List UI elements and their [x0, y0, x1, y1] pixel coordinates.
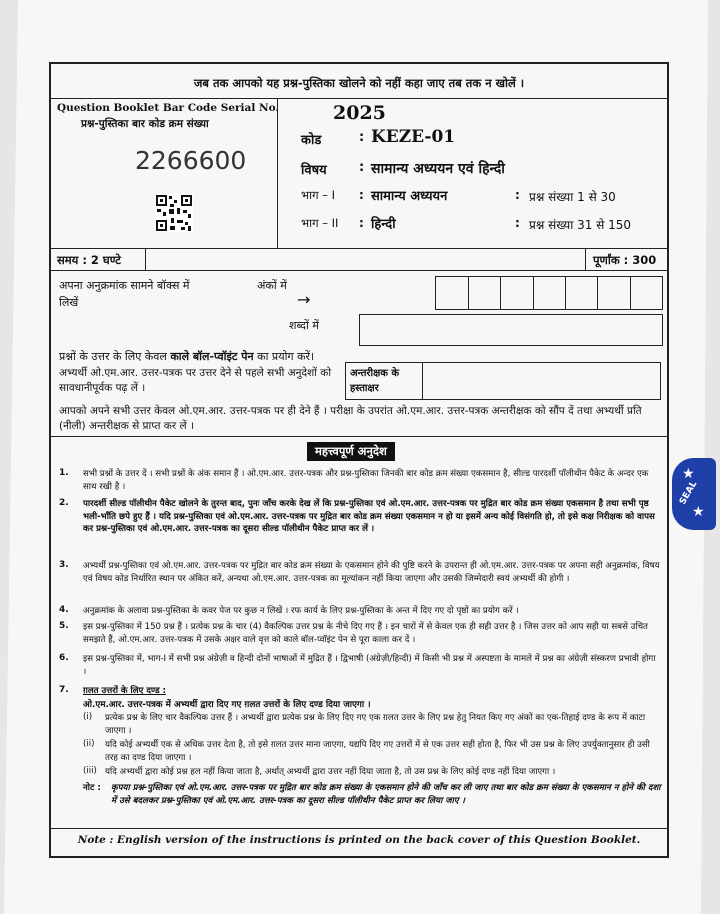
- divider: [51, 270, 667, 271]
- colon: :: [359, 188, 364, 202]
- colon: :: [359, 130, 365, 145]
- penalty-item: (ii) यदि कोई अभ्यर्थी एक से अधिक उत्तर देता है, तो इसे ग़लत उत्तर माना जाएगा, यद्यपि दिए गए उत्तरों में से एक उत्तर सही होता है, फिर भी उस प्रश्न के लिए उपर्युक्तानुसार ही उसी तरह का दण्ड दिया जाएगा ।: [83, 739, 650, 763]
- pen-note: प्रश्नों के उत्तर के लिए केवल काले बॉल-प्वॉइंट पेन का प्रयोग करें।: [59, 350, 315, 363]
- invigilator-label: अन्तरीक्षक के हस्ताक्षर: [350, 368, 400, 394]
- part2-value: हिन्दी: [371, 217, 396, 232]
- signature-divider: [422, 363, 423, 399]
- digit-box-divider: [500, 277, 501, 309]
- star-icon: ★: [682, 466, 695, 482]
- footer-note: Note : English version of the instructions is printed on the back cover of this Question Booklet.: [77, 834, 641, 846]
- note-text: कृपया प्रश्न-पुस्तिका एवं ओ.एम.आर. उत्तर-पत्रक पर मुद्रित बार कोड क्रम संख्या के एकसमान होने की जाँच कर ली जाए तथा बार कोड क्रम संख्या के एकसमान न होने की दशा में उसे बदलकर प्रश्न-पुस्तिका एवं ओ.एम.आर. उत्तर-पत्रक का दूसरा सील्ड पॉलीथीन पैकेट प्राप्त कर लिया जाए ।: [111, 783, 661, 806]
- instructions-heading: महत्त्वपूर्ण अनुदेश: [307, 442, 395, 461]
- instruction-item: 5. इस प्रश्न-पुस्तिका में 150 प्रश्न हैं । प्रत्येक प्रश्न के चार (4) वैकल्पिक उत्तर प्रश्न के नीचे दिए गए हैं । इन चारों में से केवल एक ही सही उत्तर है । जिस उत्तर को आप सही या सबसे उचित समझते हैं, ओ.एम.आर. उत्तर-पत्रक में उसके अक्षर वाले वृत्त को काले बॉल-प्वॉइंट पेन से पूरा काला कर दें ।: [59, 621, 648, 645]
- divider: [277, 98, 278, 248]
- instruction-item: 3. अभ्यर्थी प्रश्न-पुस्तिका एवं ओ.एम.आर. उत्तर-पत्रक पर मुद्रित बार कोड क्रम संख्या के एकसमान होने की पुष्टि करने के उपरान्त ही ओ.एम.आर. उत्तर-पत्रक पर अपना सही अनुक्रमांक, विषय एवं विषय कोड निर्धारित स्थान पर अंकित करें, अन्यथा ओ.एम.आर. उत्तर-पत्रक का मूल्यांकन नहीं किया जाएगा और उसकी जिम्मेदारी स्वयं अभ्यर्थी की होगी ।: [59, 560, 660, 584]
- in-digits-label: अंकों में: [257, 279, 287, 292]
- digit-box-divider: [533, 277, 534, 309]
- colon: :: [359, 216, 364, 230]
- part1-label: भाग – I: [301, 188, 335, 202]
- digit-box-divider: [468, 277, 469, 309]
- answer-note: आपको अपने सभी उत्तर केवल ओ.एम.आर. उत्तर-पत्रक पर ही देने हैं । परीक्षा के उपरांत ओ.एम.आर. उत्तर-पत्रक अन्तरीक्षक को सौंप दें तथा अभ्यर्थी प्रति (नीली) अन्तरीक्षक से प्राप्त कर लें ।: [59, 405, 642, 432]
- instruction-item: 1. सभी प्रश्नों के उत्तर दें । सभी प्रश्नों के अंक समान हैं । ओ.एम.आर. उत्तर-पत्रक और प्रश्न-पुस्तिका जिनकी बार कोड क्रम संख्या एकसमान है, सील्ड पारदर्शी पॉलीथीन पैकेट के अन्दर एक साथ रखी है ।: [59, 468, 649, 492]
- divider: [145, 248, 146, 270]
- colon: :: [359, 160, 365, 175]
- part2-questions: प्रश्न संख्या 31 से 150: [529, 218, 632, 232]
- total-marks: पूर्णांक : 300: [593, 253, 657, 267]
- omr-read-note: अभ्यर्थी ओ.एम.आर. उत्तर-पत्रक पर उत्तर देने से पहले सभी अनुदेशों को सावधानीपूर्वक पढ़ लें ।: [59, 367, 332, 394]
- subject-value: सामान्य अध्ययन एवं हिन्दी: [371, 161, 505, 177]
- subject-label: विषय: [301, 163, 327, 178]
- divider: [51, 248, 667, 249]
- penalty-intro: ओ.एम.आर. उत्तर-पत्रक में अभ्यर्थी द्वारा दिए गए ग़लत उत्तरों के लिए दण्ड दिया जाएगा ।: [83, 700, 371, 710]
- digit-box-divider: [630, 277, 631, 309]
- exam-year: 2025: [333, 102, 386, 124]
- qr-code-icon: [155, 194, 193, 236]
- code-value: KEZE-01: [371, 127, 456, 147]
- digit-box-divider: [597, 277, 598, 309]
- barcode-serial: 2266600: [135, 146, 247, 175]
- note-block: [83, 782, 661, 807]
- seal-sticker: [672, 458, 716, 530]
- part2-label: भाग – II: [301, 216, 339, 230]
- barcode-label-en: Question Booklet Bar Code Serial No.: [57, 102, 280, 114]
- top-notice: जब तक आपको यह प्रश्न-पुस्तिका खोलने को नहीं कहा जाए तब तक न खोलें ।: [193, 76, 525, 90]
- part1-questions: प्रश्न संख्या 1 से 30: [529, 190, 616, 204]
- booklet-cover-frame: [49, 62, 669, 858]
- instruction-item: 7. ग़लत उत्तरों के लिए दण्ड :: [59, 685, 166, 696]
- invigilator-signature-box[interactable]: [345, 362, 661, 400]
- in-words-label: शब्दों में: [289, 319, 319, 332]
- divider: [51, 98, 667, 99]
- penalty-item: (iii) यदि अभ्यर्थी द्वारा कोई प्रश्न हल नहीं किया जाता है, अर्थात् अभ्यर्थी द्वारा उत्तर नहीं दिया जाता है, तो उस प्रश्न के लिए कोई दण्ड नहीं दिया जाएगा ।: [83, 766, 556, 777]
- instruction-item: 4. अनुक्रमांक के अलावा प्रश्न-पुस्तिका के कवर पेज पर कुछ न लिखें । रफ कार्य के लिए प्रश्न-पुस्तिका के अन्त में दिए गए दो पृष्ठों का प्रयोग करें ।: [59, 605, 519, 616]
- roll-instruction: अपना अनुक्रमांक सामने बॉक्स में: [59, 279, 190, 292]
- instruction-item: 6. इस प्रश्न-पुस्तिका में, भाग-I में सभी प्रश्न अंग्रेज़ी व हिन्दी दोनों भाषाओं में मुद्रित हैं । द्विभाषी (अंग्रेज़ी/हिन्दी) में किसी भी प्रश्न में अस्पष्टता के मामले में प्रश्न का अंग्रेज़ी संस्करण प्रभावी होगा ।: [59, 653, 656, 677]
- code-label: कोड: [301, 133, 322, 148]
- digit-box-divider: [565, 277, 566, 309]
- divider: [585, 248, 586, 270]
- roll-digits-boxes[interactable]: [435, 276, 663, 310]
- seal-label: SEAL: [678, 479, 700, 507]
- roll-words-box[interactable]: [359, 314, 663, 346]
- time-allowed: समय : 2 घण्टे: [57, 253, 121, 267]
- roll-write: लिखें: [59, 296, 79, 309]
- arrow-right-icon: →: [297, 290, 311, 309]
- instruction-item: 2. पारदर्शी सील्ड पॉलीथीन पैकेट खोलने के तुरन्त बाद, पुनः जाँच करके देख लें कि प्रश्न-पुस्तिका एवं ओ.एम.आर. उत्तर-पत्रक पर मुद्रित बार कोड क्रम संख्या एकसमान है तथा सभी पृष्ठ भली-भाँति छपे हुए हैं । यदि प्रश्न-पुस्तिका एवं ओ.एम.आर. उत्तर-पत्रक पर मुद्रित बार कोड क्रम संख्या एकसमान न हो या इसमें अन्य कोई विसंगति हो, तो इसे कक्ष निरीक्षक को वापस कर प्रश्न-पुस्तिका एवं ओ.एम.आर. उत्तर-पत्रक का दूसरा सील्ड पॉलीथीन पैकेट प्राप्त कर लें ।: [59, 498, 655, 534]
- colon: :: [515, 188, 520, 202]
- colon: :: [515, 216, 520, 230]
- barcode-label-hi: प्रश्न-पुस्तिका बार कोड क्रम संख्या: [81, 118, 209, 130]
- penalty-item: (i) प्रत्येक प्रश्न के लिए चार वैकल्पिक उत्तर हैं । अभ्यर्थी द्वारा प्रत्येक प्रश्न के लिए दिए गए एक ग़लत उत्तर के लिए प्रश्न हेतु नियत किए गए अंकों का एक-तिहाई दण्ड के रूप में काटा जाएगा ।: [83, 712, 646, 736]
- star-icon: ★: [692, 504, 705, 520]
- note-label: नोट :: [83, 783, 101, 793]
- divider: [51, 828, 667, 829]
- divider: [51, 436, 667, 437]
- part1-value: सामान्य अध्ययन: [371, 189, 448, 204]
